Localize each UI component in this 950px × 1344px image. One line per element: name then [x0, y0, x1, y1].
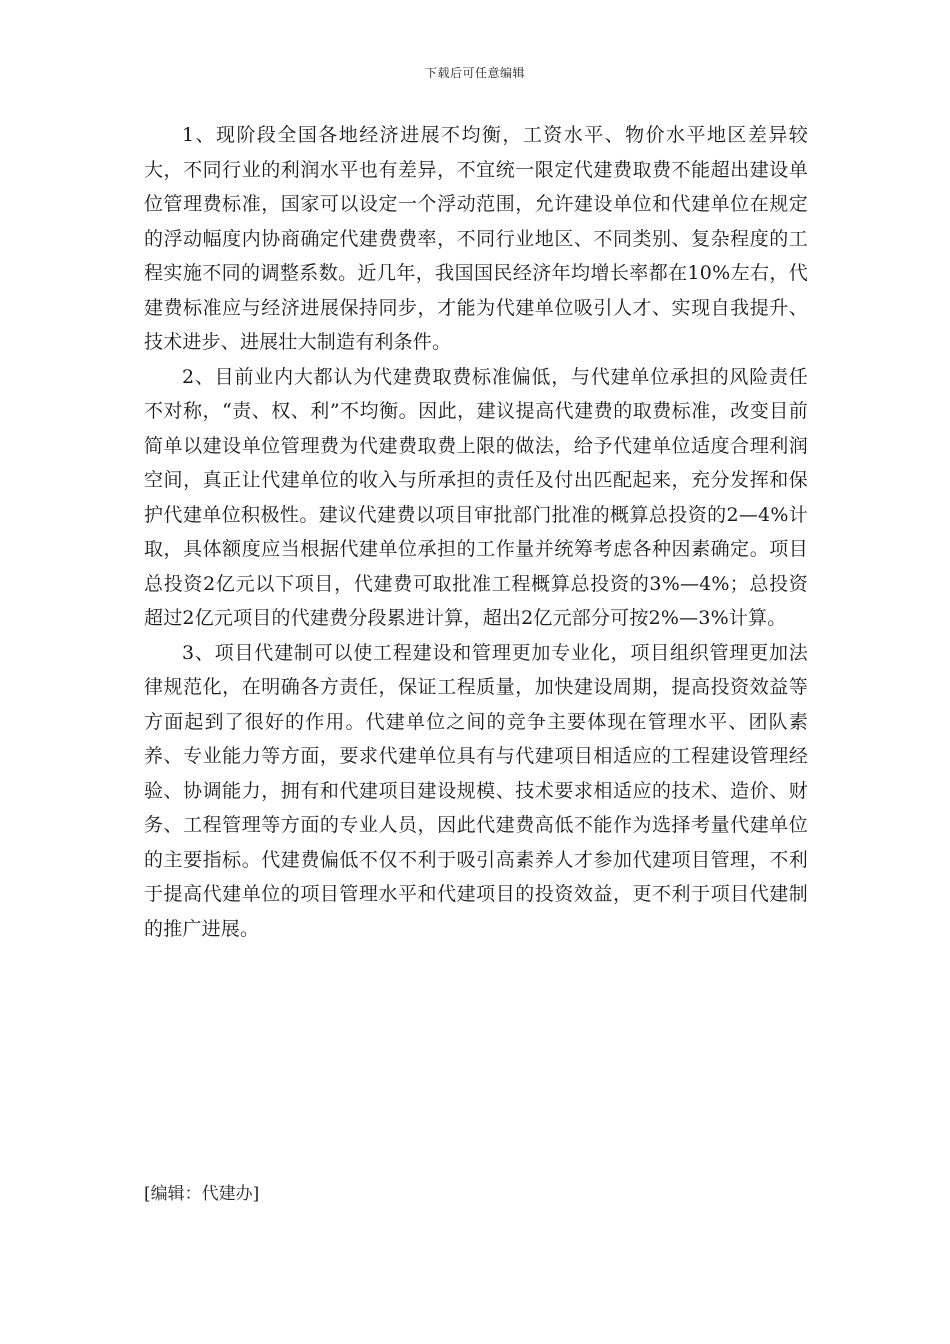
page-header-note: 下载后可任意编辑 [424, 66, 525, 80]
document-body [144, 118, 808, 946]
editor-note: [编辑：代建办] [144, 1184, 260, 1204]
paragraph-3: 3、项目代建制可以使工程建设和管理更加专业化，项目组织管理更加法律规范化，在明确各方责任，保证工程质量，加快建设周期，提高投资效益等方面起到了很好的作用。代建单位之间的竞争主要体现在管理水平、团队素养、专业能力等方面，要求代建单位具有与代建项目相适应的工程建设管理经验、协调能力，拥有和代建项目建设规模、技术要求相适应的技术、造价、财务、工程管理等方面的专业人员，因此代建费高低不能作为选择考量代建单位的主要指标。代建费偏低不仅不利于吸引高素养人才参加代建项目管理，不利于提高代建单位的项目管理水平和代建项目的投资效益，更不利于项目代建制的推广进展。 [144, 641, 808, 940]
paragraph-1: 1、现阶段全国各地经济进展不均衡，工资水平、物价水平地区差异较大，不同行业的利润水平也有差异，不宜统一限定代建费取费不能超出建设单位管理费标准，国家可以设定一个浮动范围，允许建设单位和代建单位在规定的浮动幅度内协商确定代建费费率，不同行业地区、不同类别、复杂程度的工程实施不同的调整系数。近几年，我国国民经济年均增长率都在10%左右，代建费标准应与经济进展保持同步，才能为代建单位吸引人才、实现自我提升、技术进步、进展壮大制造有利条件。 [144, 124, 808, 353]
paragraph-2: 2、目前业内大都认为代建费取费标准偏低，与代建单位承担的风险责任不对称，“责、权、利”不均衡。因此，建议提高代建费的取费标准，改变目前简单以建设单位管理费为代建费取费上限的做法，给予代建单位适度合理利润空间，真正让代建单位的收入与所承担的责任及付出匹配起来，充分发挥和保护代建单位积极性。建议代建费以项目审批部门批准的概算总投资的2—4%计取，具体额度应当根据代建单位承担的工作量并统筹考虑各种因素确定。项目总投资2亿元以下项目，代建费可取批准工程概算总投资的3%—4%；总投资超过2亿元项目的代建费分段累进计算，超出2亿元部分可按2%—3%计算。 [144, 365, 808, 629]
